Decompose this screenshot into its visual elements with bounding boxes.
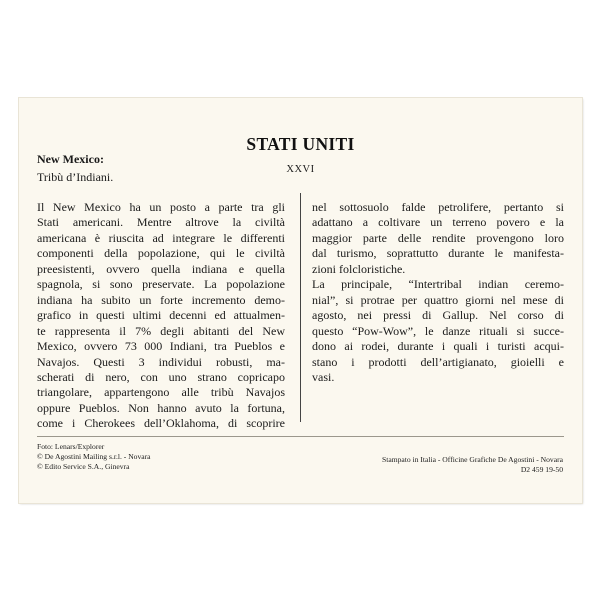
text-line: nial”, si protrae per quattro giorni nel mese di <box>312 292 564 307</box>
footer-rule <box>37 436 564 437</box>
credit-line: © De Agostini Mailing s.r.l. - Novara <box>37 451 151 461</box>
credit-line: © Edito Service S.A., Ginevra <box>37 461 130 471</box>
text-line: nel sottosuolo falde petrolifere, pertanto si <box>312 200 564 214</box>
text-line: te rappresenta il 7% degli abitanti del New <box>37 323 285 338</box>
card-number: XXVI <box>286 164 315 175</box>
photo-credits <box>37 442 151 471</box>
text-line: questo “Pow-Wow”, le danze rituali si succe- <box>312 323 564 338</box>
postcard-back <box>19 98 582 503</box>
text-line: indiana ha subito un forte incremento demo- <box>37 292 285 307</box>
text-line: Navajos. Questi 3 individui robusti, ma- <box>37 354 285 369</box>
page-title: STATI UNITI <box>246 134 355 154</box>
text-line: agosto, nei pressi di Gallup. Nel corso di <box>312 308 564 323</box>
text-line: oppure Pueblos. Non hanno avuto la fortuna, <box>37 400 285 415</box>
text-line: Mexico, ovvero 73 000 Indiani, tra Pueblos e <box>37 339 285 354</box>
text-line: zioni folcloristiche. <box>312 261 406 276</box>
text-line: americana è riuscita ad integrare le differenti <box>37 230 285 245</box>
text-line: spagnola, si sono preservate. La popolazione <box>37 277 285 292</box>
text-line: preesistenti, ovvero quella indiana e quella <box>37 261 285 276</box>
text-line: adattano a coltivare un terreno povero e la <box>312 215 564 230</box>
text-column-right <box>312 200 564 385</box>
text-line: triangolare, appartengono alle tribù Navajos <box>37 385 285 400</box>
printer-line: Stampato in Italia - Officine Grafiche De Agostini - Novara <box>382 455 563 464</box>
text-line: componenti della popolazione, qui le civiltà <box>37 246 285 261</box>
text-line: Il New Mexico ha un posto a parte tra gli <box>37 200 285 214</box>
text-line: scherati di nero, con uno strano copricapo <box>37 369 285 384</box>
text-line: grafico in questi ultimi decenni ed attualmen- <box>37 308 285 323</box>
column-divider <box>300 193 301 422</box>
credit-line: Foto: Lenars/Explorer <box>37 442 105 451</box>
printer-info <box>382 455 563 475</box>
text-line: Stati americani. Mentre altrove la civiltà <box>37 215 285 230</box>
text-line: vasi. <box>312 369 335 384</box>
printer-code: D2 459 19-50 <box>520 464 563 474</box>
text-column-left <box>37 200 285 432</box>
text-line: come i Cherokees dell’Oklahoma, di scoprire <box>37 416 285 431</box>
text-line: La principale, “Intertribal indian ceremo- <box>312 277 564 292</box>
text-line: maggior parte delle rendite provengono loro <box>312 230 564 245</box>
text-line: dal turismo, soprattutto durante le manifesta- <box>312 246 564 261</box>
region-heading: New Mexico: <box>37 152 104 166</box>
card-subtitle: Tribù d’Indiani. <box>37 170 114 184</box>
text-line: dono ai rodei, durante i quali i turisti acqui- <box>312 339 564 354</box>
text-line: stano i prodotti dell’artigianato, gioielli e <box>312 354 564 369</box>
